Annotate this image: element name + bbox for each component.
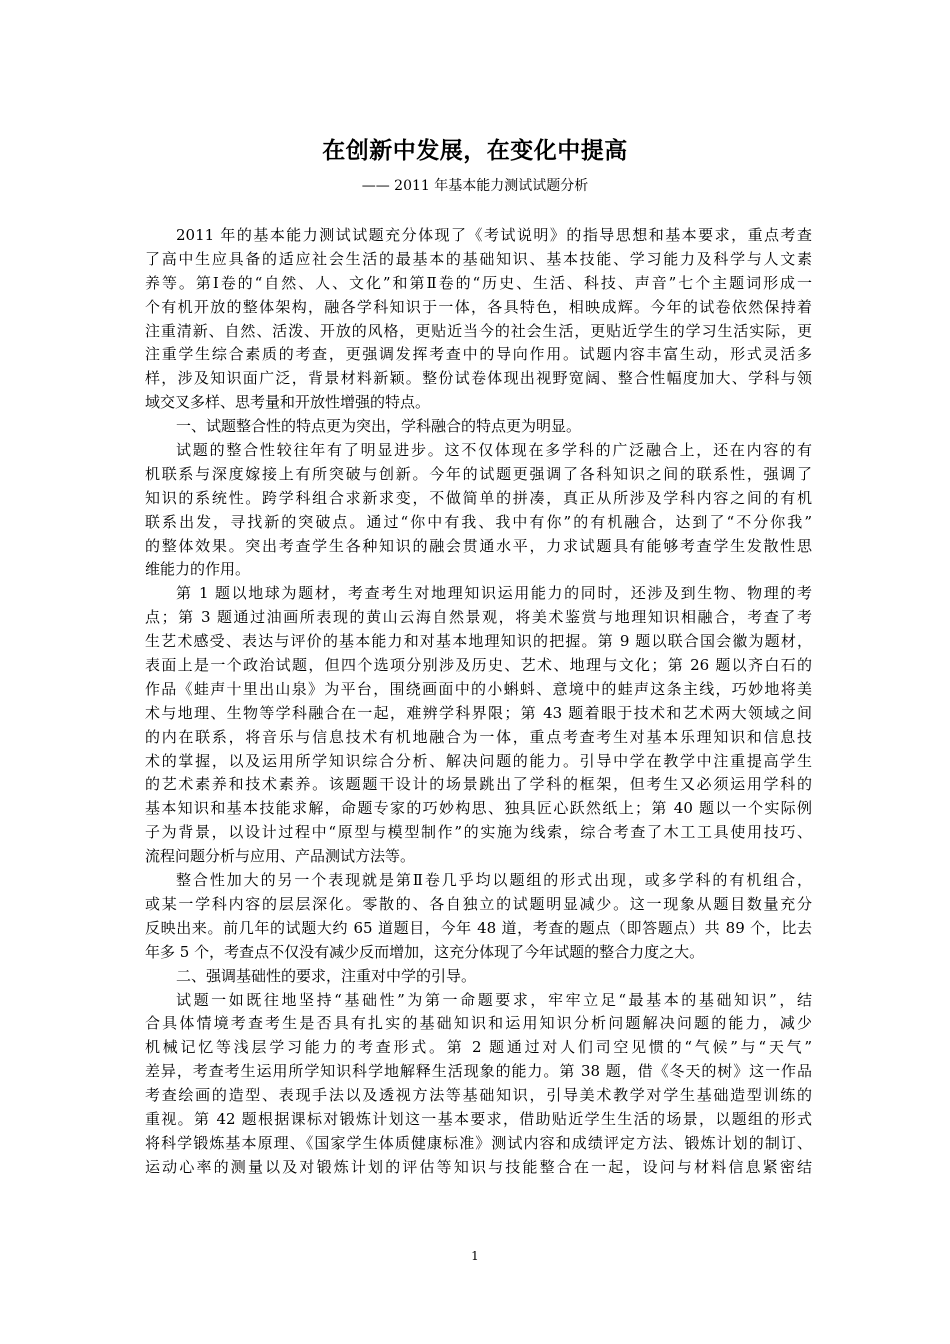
paragraph — [145, 582, 812, 869]
text-line: 的整体效果。突出考查学生各种知识的融会贯通水平，力求试题具有能够考查学生发散性思 — [145, 536, 812, 555]
text-line: 域交叉多样、思考量和开放性增强的特点。 — [145, 393, 431, 412]
text-line: 差异，考查考生运用所学知识科学地解释生活现象的能力。第 38 题，借《冬天的树》这一作品 — [145, 1062, 812, 1081]
text-line: 联系出发，寻找新的突破点。通过“你中有我、我中有你”的有机融合，达到了“不分你我” — [145, 512, 812, 531]
paragraph — [145, 224, 812, 415]
text-line: 作品《蛙声十里出山泉》为平台，围绕画面中的小蝌蚪、意境中的蛙声这条主线，巧妙地将美 — [145, 679, 812, 698]
text-line: 知识的系统性。跨学科组合求新求变，不做简单的拼凑，真正从所涉及学科内容之间的有机 — [145, 488, 812, 507]
text-line: 样，涉及知识面广泛，背景材料新颖。整份试卷体现出视野宽阔、整合性幅度加大、学科与领 — [145, 369, 812, 388]
text-line: 试题一如既往地坚持“基础性”为第一命题要求，牢牢立足“最基本的基础知识”，结 — [176, 990, 812, 1009]
page-number: 1 — [471, 1249, 479, 1263]
text-line: 术的掌握，以及运用所学知识综合分析、解决问题的能力。引导中学在教学中注重提高学生 — [145, 751, 812, 770]
text-line: 子为背景，以设计过程中“原型与模型制作”的实施为线索，综合考查了木工工具使用技巧、 — [145, 823, 812, 842]
document-body — [145, 224, 812, 1180]
text-line: 2011 年的基本能力测试试题充分体现了《考试说明》的指导思想和基本要求，重点考查 — [176, 226, 812, 244]
text-line: 养等。第Ⅰ卷的“自然、人、文化”和第Ⅱ卷的“历史、生活、科技、声音”七个主题词形成一 — [145, 273, 812, 292]
paragraph — [145, 965, 812, 989]
text-line: 运动心率的测量以及对锻炼计划的评估等知识与技能整合在一起，设问与材料信息紧密结 — [145, 1157, 812, 1176]
paragraph — [145, 415, 812, 439]
text-line: 术与地理、生物等学科融合在一起，难辨学科界限；第 43 题着眼于技术和艺术两大领域之间 — [145, 703, 812, 722]
paragraph — [145, 439, 812, 582]
text-line: 试题的整合性较往年有了明显进步。这不仅体现在多学科的广泛融合上，还在内容的有 — [176, 441, 812, 460]
text-line: 的艺术素养和技术素养。该题题干设计的场景跳出了学科的框架，但考生又必须运用学科的 — [145, 775, 812, 794]
text-line: 考查绘画的造型、表现手法以及透视方法等基础知识，引导美术教学对学生基础造型训练的 — [145, 1086, 812, 1105]
text-line: 维能力的作用。 — [145, 560, 251, 579]
text-line: 或某一学科内容的层层深化。零散的、各自独立的试题明显减少。这一现象从题目数量充分 — [145, 894, 812, 913]
text-line: 机联系与深度嫁接上有所突破与创新。今年的试题更强调了各科知识之间的联系性，强调了 — [145, 464, 812, 483]
text-line: 合具体情境考查考生是否具有扎实的基础知识和运用知识分析问题解决问题的能力，减少 — [145, 1014, 812, 1033]
text-line: 将科学锻炼基本原理、《国家学生体质健康标准》测试内容和成绩评定方法、锻炼计划的制订、 — [145, 1133, 812, 1152]
text-line: 整合性加大的另一个表现就是第Ⅱ卷几乎均以题组的形式出现，或多学科的有机组合， — [176, 871, 812, 890]
text-line: 年多 5 个，考查点不仅没有减少反而增加，这充分体现了今年试题的整合力度之大。 — [145, 942, 705, 961]
text-line: 注重清新、自然、活泼、开放的风格，更贴近当今的社会生活，更贴近学生的学习生活实际，更 — [145, 321, 812, 340]
text-line: 个有机开放的整体架构，融各学科知识于一体，各具特色，相映成辉。今年的试卷依然保持着 — [145, 297, 812, 316]
text-line: 基本知识和基本技能求解，命题专家的巧妙构思、独具匠心跃然纸上；第 40 题以一个实际例 — [145, 799, 812, 818]
text-line: 二、强调基础性的要求，注重对中学的引导。 — [176, 966, 477, 985]
text-line: 点；第 3 题通过油画所表现的黄山云海自然景观，将美术鉴赏与地理知识相融合，考查了考 — [145, 608, 812, 627]
text-line: 注重学生综合素质的考查，更强调发挥考查中的导向作用。试题内容丰富生动，形式灵活多 — [145, 345, 812, 364]
text-line: 表面上是一个政治试题，但四个选项分别涉及历史、艺术、地理与文化；第 26 题以齐白石的 — [145, 656, 812, 675]
text-line: 生艺术感受、表达与评价的基本能力和对基本地理知识的把握。第 9 题以联合国会徽为题材， — [145, 632, 812, 651]
paragraph — [145, 869, 812, 965]
text-line: 流程问题分析与应用、产品测试方法等。 — [145, 847, 416, 866]
text-line: 重视。第 42 题根据课标对锻炼计划这一基本要求，借助贴近学生生活的场景，以题组的形式 — [145, 1109, 812, 1128]
text-line: 的内在联系，将音乐与信息技术有机地融合为一体，重点考查考生对基本乐理知识和信息技 — [145, 727, 812, 746]
paragraph — [145, 989, 812, 1180]
document-title: 在创新中发展，在变化中提高 — [322, 138, 628, 164]
text-line: 一、试题整合性的特点更为突出，学科融合的特点更为明显。 — [176, 417, 582, 436]
text-line: 机械记忆等浅层学习能力的考查形式。第 2 题通过对人们司空见惯的“气候”与“天气” — [145, 1038, 812, 1057]
text-line: 反映出来。前几年的试题大约 65 道题目，今年 48 道，考查的题点（即答题点）共 89 个，比去 — [145, 918, 812, 937]
text-line: 了高中生应具备的适应社会生活的最基本的基础知识、基本技能、学习能力及科学与人文素 — [145, 249, 812, 268]
text-line: 第 1 题以地球为题材，考查考生对地理知识运用能力的同时，还涉及到生物、物理的考 — [176, 584, 812, 603]
document-subtitle: —— 2011 年基本能力测试试题分析 — [361, 178, 589, 194]
